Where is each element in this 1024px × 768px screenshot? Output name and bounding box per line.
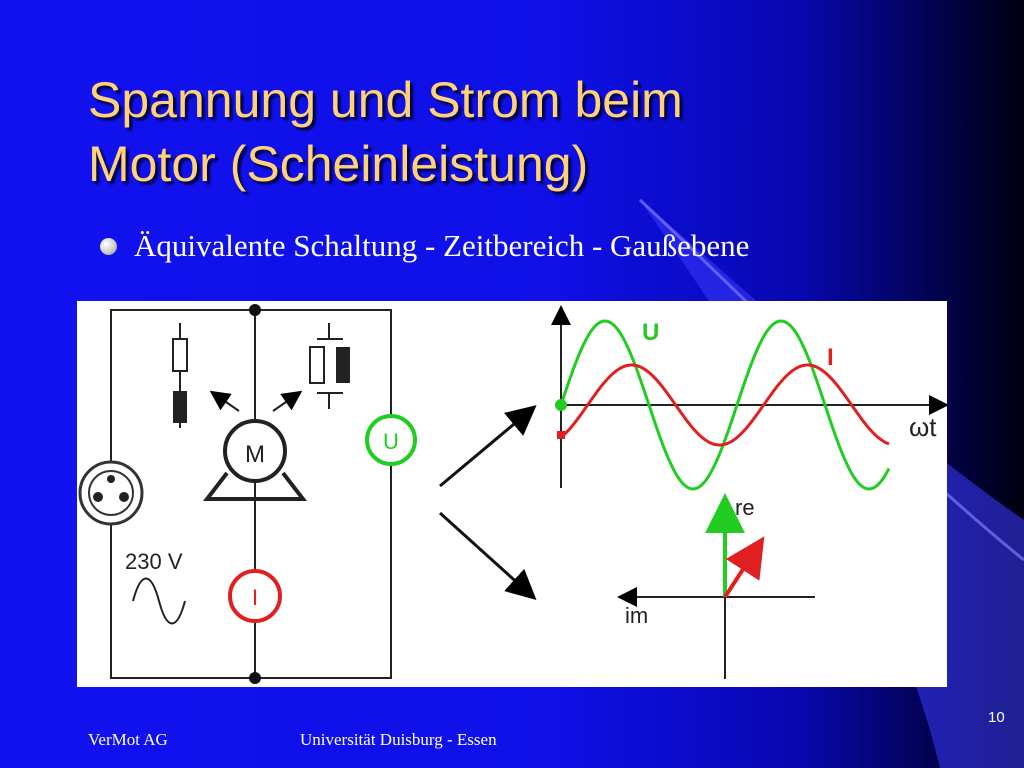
ammeter-label: I [251,585,259,610]
voltmeter-icon [367,416,415,464]
voltage-origin-point [555,399,567,411]
footer-company: VerMot AG [88,730,168,749]
source-voltage-label: 230 V [125,549,183,574]
voltmeter-label: U [383,429,399,454]
slide-title [88,68,888,196]
current-label: I [827,344,834,371]
title-line-1: Spannung und Strom beim [88,72,683,128]
resistor-inductor-parallel-icon [310,323,350,409]
arrow-to-phasor [440,513,532,596]
resistor-inductor-series-icon [173,323,187,428]
title-line-2: Motor (Scheinleistung) [88,136,589,192]
current-phasor [725,543,760,597]
ac-sine-icon [133,579,185,624]
bullet-text: Äquivalente Schaltung - Zeitbereich - Gaußebene [134,228,750,263]
page-number: 10 [988,709,1005,726]
phasor-diagram [621,495,815,679]
time-axis-label: ωt [909,412,937,442]
bullet-item [100,228,749,264]
time-domain-plot [555,309,945,489]
diagram-figure [77,301,947,687]
arrow-to-waveform [440,409,532,486]
real-axis-label: re [735,495,755,520]
footer-university: Universität Duisburg - Essen [300,730,497,749]
diagram-svg [77,301,947,687]
current-start-point [557,431,565,439]
socket-icon [80,462,142,524]
voltage-label: U [642,319,660,346]
motor-label: M [245,441,265,468]
imag-axis-label: im [625,603,649,628]
circuit-schematic [80,304,415,684]
bullet-dot-icon [100,238,117,255]
ammeter-icon [230,571,280,621]
